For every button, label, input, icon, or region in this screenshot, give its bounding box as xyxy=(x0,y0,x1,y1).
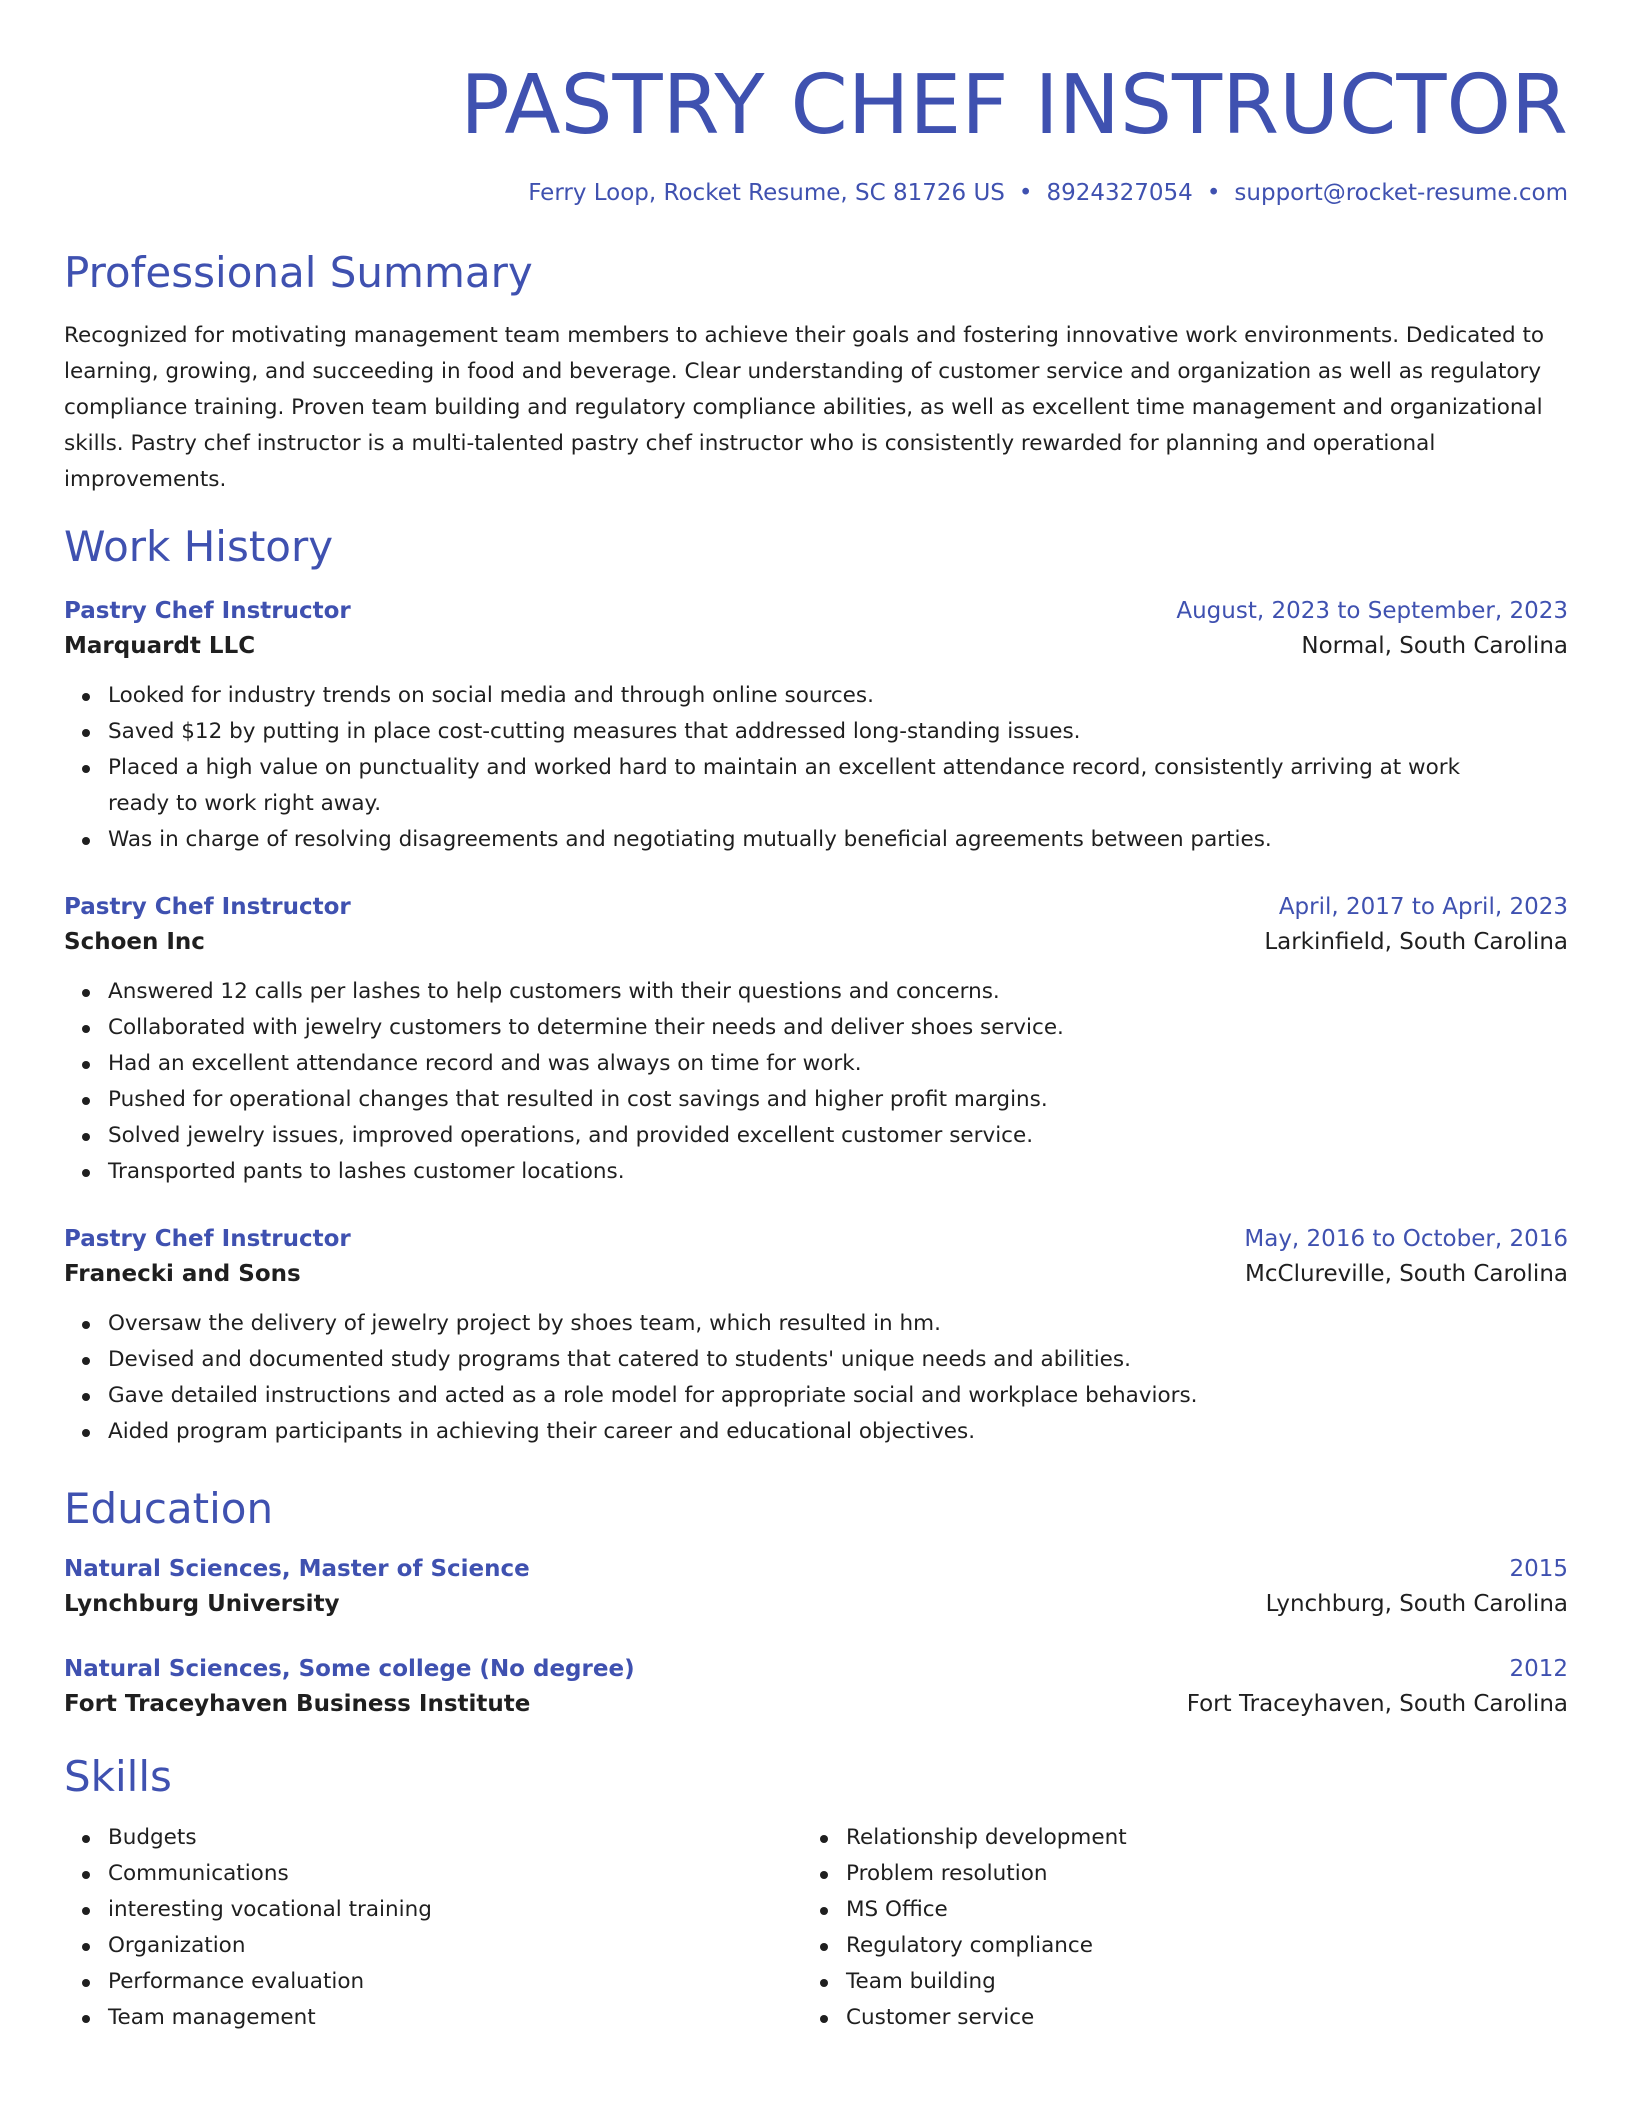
contact-line xyxy=(64,178,1568,208)
job-location: McClureville, South Carolina xyxy=(1245,1261,1568,1287)
summary-text: Recognized for motivating management team members to achieve their goals and fostering innovative work environments. Dedicated to learning, growing, and succeeding in food and beverage. Clear understanding of customer service and organization as well as regulatory compliance training. Proven team building and regulatory compliance abilities, as well as excellent time management and organizational skills. Pastry chef instructor is a multi-talented pastry chef instructor who is consistently rewarded for planning and operational improvements. xyxy=(64,323,1545,492)
job-bullet: Was in charge of resolving disagreements and negotiating mutually beneficial agreements between parties. xyxy=(108,822,1568,858)
job-bullet: Answered 12 calls per lashes to help customers with their questions and concerns. xyxy=(108,974,1568,1010)
job-bullets xyxy=(64,1306,1568,1450)
job-dates: May, 2016 to October, 2016 xyxy=(1244,1226,1568,1252)
skill-item: Relationship development xyxy=(846,1820,1540,1856)
skills-column-right xyxy=(802,1812,1540,2036)
skill-item: Organization xyxy=(108,1928,802,1964)
job-bullet: Aided program participants in achieving their career and educational objectives. xyxy=(108,1414,1568,1450)
skill-item: MS Office xyxy=(846,1892,1540,1928)
skill-item: Communications xyxy=(108,1856,802,1892)
summary-heading: Professional Summary xyxy=(64,248,533,297)
education-school: Fort Traceyhaven Business Institute xyxy=(64,1691,531,1717)
education-year: 2012 xyxy=(1509,1656,1568,1682)
job-company: Marquardt LLC xyxy=(64,633,256,659)
skills-column-left xyxy=(64,1812,802,2036)
job-bullet: Transported pants to lashes customer locations. xyxy=(108,1154,1568,1190)
work-history-heading: Work History xyxy=(64,522,334,571)
skill-item: Team management xyxy=(108,2000,802,2036)
job-dates: April, 2017 to April, 2023 xyxy=(1278,894,1568,920)
job-company: Franecki and Sons xyxy=(64,1261,301,1287)
education-location: Fort Traceyhaven, South Carolina xyxy=(1186,1691,1568,1717)
job-entry xyxy=(64,594,1568,858)
education-location: Lynchburg, South Carolina xyxy=(1265,1591,1568,1617)
education-entry xyxy=(64,1552,1568,1622)
skill-item: Performance evaluation xyxy=(108,1964,802,2000)
job-dates: August, 2023 to September, 2023 xyxy=(1176,598,1568,624)
job-bullet: Had an excellent attendance record and was always on time for work. xyxy=(108,1046,1568,1082)
skill-item: Team building xyxy=(846,1964,1540,2000)
job-location: Larkinfield, South Carolina xyxy=(1264,929,1568,955)
contact-phone: 8924327054 xyxy=(1046,180,1193,206)
skills-list xyxy=(64,1820,802,2036)
job-bullet: Pushed for operational changes that resulted in cost savings and higher profit margins. xyxy=(108,1082,1568,1118)
education-degree: Natural Sciences, Some college (No degree) xyxy=(64,1656,635,1682)
job-bullet: Looked for industry trends on social media and through online sources. xyxy=(108,678,1568,714)
skills-grid xyxy=(64,1812,1568,2036)
job-title: Pastry Chef Instructor xyxy=(64,1226,351,1252)
job-bullets xyxy=(64,974,1568,1190)
education-school: Lynchburg University xyxy=(64,1591,340,1617)
skills-list xyxy=(802,1820,1540,2036)
skill-item: interesting vocational training xyxy=(108,1892,802,1928)
contact-email: support@rocket-resume.com xyxy=(1234,180,1568,206)
job-bullet: Devised and documented study programs that catered to students' unique needs and abilities. xyxy=(108,1342,1568,1378)
education-degree: Natural Sciences, Master of Science xyxy=(64,1556,530,1582)
job-location: Normal, South Carolina xyxy=(1301,633,1568,659)
job-bullet: Saved $12 by putting in place cost-cutting measures that addressed long-standing issues. xyxy=(108,714,1568,750)
contact-separator: • xyxy=(1206,180,1221,206)
job-company: Schoen Inc xyxy=(64,929,205,955)
resume-name: PASTRY CHEF INSTRUCTOR xyxy=(460,58,1568,153)
contact-address: Ferry Loop, Rocket Resume, SC 81726 US xyxy=(528,180,1005,206)
job-bullet: Collaborated with jewelry customers to determine their needs and deliver shoes service. xyxy=(108,1010,1568,1046)
job-bullets xyxy=(64,678,1568,858)
job-bullet: Solved jewelry issues, improved operations, and provided excellent customer service. xyxy=(108,1118,1568,1154)
education-year: 2015 xyxy=(1509,1556,1568,1582)
skills-heading: Skills xyxy=(64,1752,172,1801)
contact-separator: • xyxy=(1018,180,1033,206)
job-title: Pastry Chef Instructor xyxy=(64,894,351,920)
job-entry xyxy=(64,1222,1568,1450)
skill-item: Customer service xyxy=(846,2000,1540,2036)
job-entry xyxy=(64,890,1568,1190)
job-title: Pastry Chef Instructor xyxy=(64,598,351,624)
skill-item: Budgets xyxy=(108,1820,802,1856)
skill-item: Regulatory compliance xyxy=(846,1928,1540,1964)
job-bullet: Placed a high value on punctuality and worked hard to maintain an excellent attendance record, consistently arriving at work ready to work right away. xyxy=(108,750,1568,822)
education-entry xyxy=(64,1652,1568,1722)
job-bullet: Oversaw the delivery of jewelry project by shoes team, which resulted in hm. xyxy=(108,1306,1568,1342)
education-heading: Education xyxy=(64,1484,274,1533)
skill-item: Problem resolution xyxy=(846,1856,1540,1892)
job-bullet: Gave detailed instructions and acted as a role model for appropriate social and workplace behaviors. xyxy=(108,1378,1568,1414)
